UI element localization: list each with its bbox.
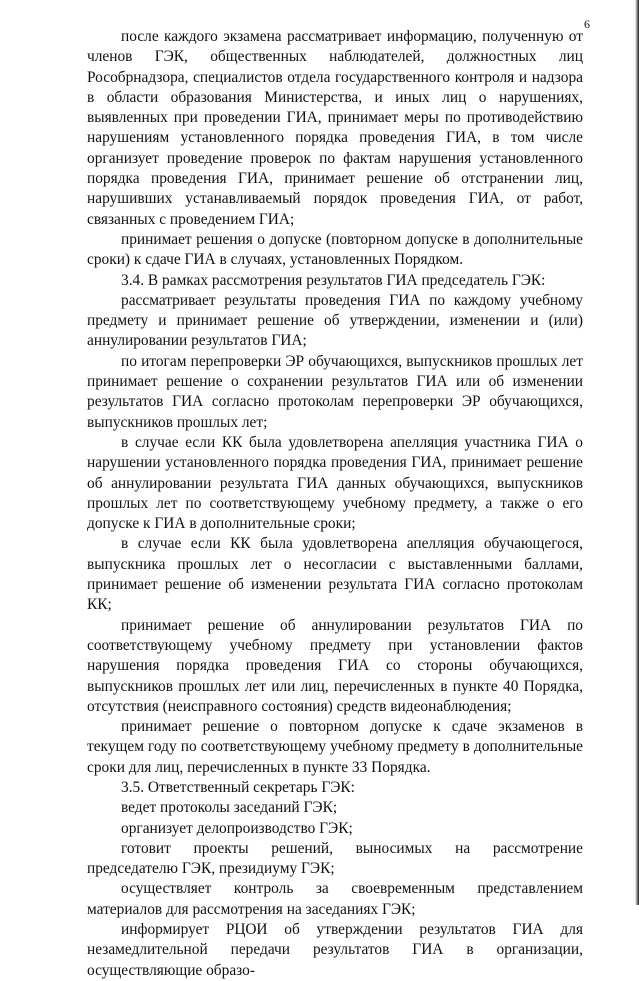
document-body [87,27,583,981]
paragraph: в случае если КК была удовлетворена апелляция участника ГИА о нарушении установленного порядка проведения ГИА, принимает решение об аннулировании результата ГИА данных обучающихся, выпускников прошлых лет по соответствующему учебному предмету, а также о его допуске к ГИА в дополнительные сроки; [87,433,583,533]
paragraph: принимает решения о допуске (повторном допуске в дополнительные сроки) к сдаче ГИА в случаях, установленных Порядком. [87,230,583,269]
paragraph: по итогам перепроверки ЭР обучающихся, выпускников прошлых лет принимает решение о сохранении результатов ГИА или об изменении результатов ГИА согласно протоколам перепроверки ЭР обучающихся, выпускников прошлых лет; [87,352,583,431]
page-number: 6 [584,17,590,31]
paragraph: готовит проекты решений, выносимых на рассмотрение председателю ГЭК, президиуму ГЭК; [87,839,583,878]
paragraph: в случае если КК была удовлетворена апелляция обучающегося, выпускника прошлых лет о несогласии с выставленными баллами, принимает решение об изменении результата ГИА согласно протоколам КК; [87,535,583,614]
paragraph: рассматривает результаты проведения ГИА по каждому учебному предмету и принимает решение об утверждении, изменении и (или) аннулировании результатов ГИА; [87,291,583,350]
paragraph: ведет протоколы заседаний ГЭК; [121,799,338,817]
paragraph: 3.4. В рамках рассмотрения результатов ГИА председатель ГЭК: [121,271,546,289]
paragraph: организует делопроизводство ГЭК; [121,819,353,837]
paragraph: 3.5. Ответственный секретарь ГЭК: [121,778,355,796]
scan-edge-shadow [635,0,639,905]
paragraph: после каждого экзамена рассматривает информацию, полученную от членов ГЭК, общественных наблюдателей, должностных лиц Рособрнадзора, специалистов отдела государственного контроля и надзора в области образования Министерства, и иных лиц о нарушениях, выявленных при проведении ГИА, принимает меры по противодействию нарушениям установленного порядка проведения ГИА, в том числе организует проведение проверок по фактам нарушения установленного порядка проведения ГИА, принимает решение об отстранении лиц, нарушивших устанавливаемый порядок проведения ГИА, от работ, связанных с проведением ГИА; [87,28,583,228]
paragraph: принимает решение об аннулировании результатов ГИА по соответствующему учебному предмету при установлении фактов нарушения порядка проведения ГИА со стороны обучающихся, выпускников прошлых лет или лиц, перечисленных в пункте 40 Порядка, отсутствия (неисправного состояния) средств видеонаблюдения; [87,616,583,715]
paragraph: информирует РЦОИ об утверждении результатов ГИА для незамедлительной передачи результатов ГИА в организации, осуществляющие образо- [87,921,583,979]
paragraph: осуществляет контроль за своевременным представлением материалов для рассмотрения на заседаниях ГЭК; [87,880,583,918]
paragraph: принимает решение о повторном допуске к сдаче экзаменов в текущем году по соответствующему учебному предмету в дополнительные сроки для лиц, перечисленных в пункте 33 Порядка. [87,718,583,776]
